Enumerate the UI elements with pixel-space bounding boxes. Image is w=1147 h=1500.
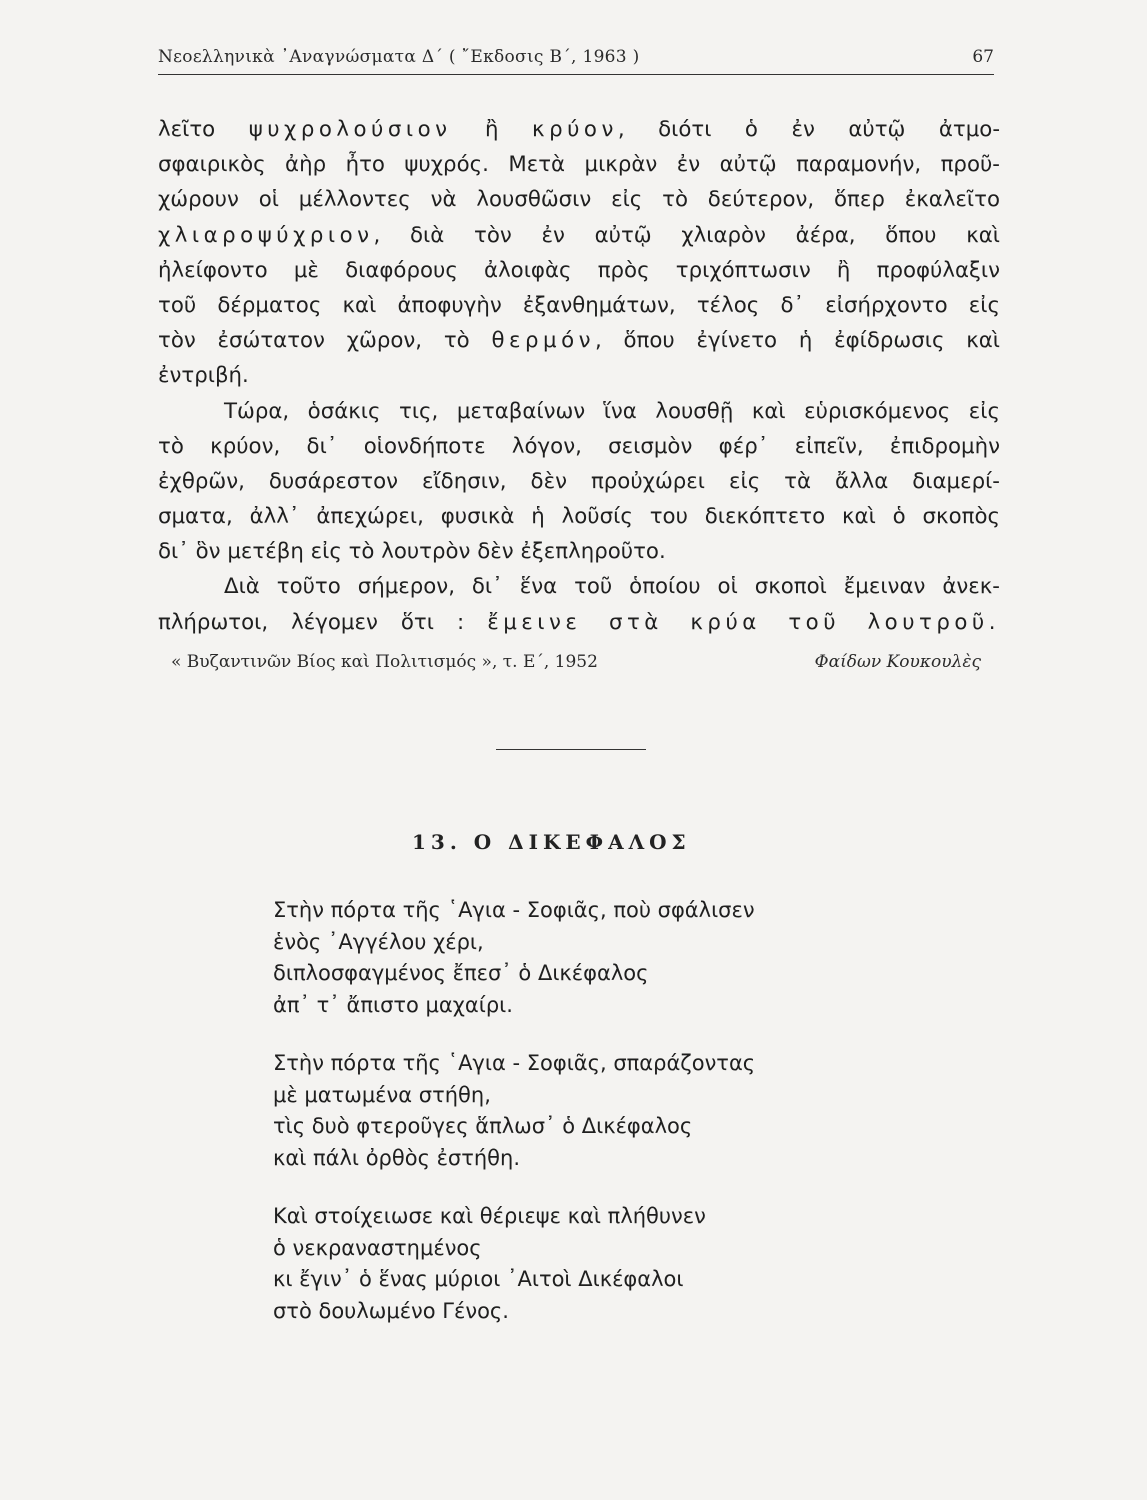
source-reference: « Βυζαντινῶν Βίος καὶ Πολιτισμός », τ. Ε΄, 1952 bbox=[171, 652, 598, 672]
prose-line bbox=[158, 253, 1000, 288]
spaced-term: θερμόν bbox=[491, 328, 595, 354]
text-run: ἐντριβή. bbox=[158, 363, 249, 389]
poem-line: Καὶ στοίχειωσε καὶ θέριεψε καὶ πλήθυνεν bbox=[273, 1204, 706, 1228]
text-run: ἠλείφοντο μὲ διαφόρους ἀλοιφὰς πρὸς τριχόπτωσιν ἢ προφύλαξιν bbox=[158, 257, 1000, 283]
running-title: Νεοελληνικὰ ᾽Αναγνώσματα Δ΄ ( ῎Εκδοσις Β΄, 1963 ) bbox=[158, 47, 640, 67]
page-header bbox=[158, 44, 994, 75]
prose-line bbox=[158, 394, 1000, 429]
text-run: λεῖτο bbox=[158, 117, 249, 142]
text-run: , διότι ὁ ἐν αὐτῷ ἀτμο- bbox=[617, 117, 1000, 142]
prose-line bbox=[158, 288, 1000, 323]
prose-line bbox=[158, 182, 1000, 217]
poem-line: κι ἔγιν᾽ ὁ ἕνας μύριοι ᾽Αιτοὶ Δικέφαλοι bbox=[273, 1267, 684, 1291]
section-divider bbox=[496, 749, 646, 750]
prose-line bbox=[158, 464, 1000, 499]
prose-line bbox=[158, 323, 1000, 358]
prose-line bbox=[158, 534, 1000, 569]
prose-line bbox=[158, 358, 1000, 393]
poem-line: διπλοσφαγμένος ἔπεσ᾽ ὁ Δικέφαλος bbox=[273, 961, 649, 985]
text-run: χώρουν οἱ μέλλοντες νὰ λουσθῶσιν εἰς τὸ δεύτερον, ὅπερ ἐκαλεῖτο bbox=[158, 187, 1000, 213]
prose-line bbox=[158, 499, 1000, 534]
poem-stanza bbox=[273, 1201, 755, 1327]
poem-line: ἀπ᾽ τ᾽ ἄπιστο μαχαίρι. bbox=[273, 992, 513, 1017]
poem-line: καὶ πάλι ὀρθὸς ἐστήθη. bbox=[273, 1145, 521, 1170]
spaced-term: ψυχρολούσιον bbox=[248, 117, 452, 142]
poem-stanza bbox=[273, 1048, 755, 1174]
text-run: Διὰ τοῦτο σήμερον, δι᾽ ἕνα τοῦ ὁποίου οἱ σκοποὶ ἔμειναν ἀνεκ- bbox=[224, 574, 1000, 600]
poem-title: 13. Ο ΔΙΚΕΦΑΛΟΣ bbox=[412, 830, 691, 854]
page-number: 67 bbox=[972, 47, 994, 67]
source-author: Φαίδων Κουκουλὲς bbox=[814, 652, 981, 672]
text-run: τὸν ἐσώτατον χῶρον, τὸ bbox=[158, 328, 492, 354]
poem-line: ὁ νεκραναστημένος bbox=[273, 1235, 482, 1260]
poem-stanza bbox=[273, 895, 755, 1021]
text-run: σφαιρικὸς ἀὴρ ἦτο ψυχρός. Μετὰ μικρὰν ἐν αὐτῷ παραμονήν, προῦ- bbox=[158, 152, 1000, 178]
poem-body bbox=[273, 895, 755, 1354]
poem-line: μὲ ματωμένα στήθη, bbox=[273, 1082, 491, 1107]
spaced-term: ἔμεινε στὰ κρύα τοῦ λουτροῦ. bbox=[487, 609, 1000, 635]
poem-line: τὶς δυὸ φτεροῦγες ἅπλωσ᾽ ὁ Δικέφαλος bbox=[273, 1114, 693, 1138]
text-run: δι᾽ ὃν μετέβη εἰς τὸ λουτρὸν δὲν ἐξεπληροῦτο. bbox=[158, 539, 666, 565]
prose-line bbox=[158, 218, 1000, 253]
poem-line: Στὴν πόρτα τῆς ῾Αγια - Σοφιᾶς, σπαράζοντας bbox=[273, 1051, 756, 1075]
text-run: σματα, ἀλλ᾽ ἀπεχώρει, φυσικὰ ἡ λοῦσίς του διεκόπτετο καὶ ὁ σκοπὸς bbox=[158, 504, 1000, 530]
prose-line bbox=[158, 147, 1000, 182]
prose-line bbox=[158, 605, 1000, 640]
text-run: Τώρα, ὁσάκις τις, μεταβαίνων ἵνα λουσθῇ καὶ εὑρισκόμενος εἰς bbox=[224, 398, 1000, 424]
poem-line: στὸ δουλωμένο Γένος. bbox=[273, 1298, 509, 1323]
prose-line bbox=[158, 429, 1000, 464]
text-run: τὸ κρύον, δι᾽ οἱονδήποτε λόγον, σεισμὸν φέρ᾽ εἰπεῖν, ἐπιδρομὴν bbox=[158, 433, 1000, 459]
text-run: , διὰ τὸν ἐν αὐτῷ χλιαρὸν ἀέρα, ὅπου καὶ bbox=[373, 222, 1000, 248]
text-run: πλήρωτοι, λέγομεν ὅτι : bbox=[158, 609, 488, 635]
text-run: τοῦ δέρματος καὶ ἀποφυγὴν ἐξανθημάτων, τέλος δ᾽ εἰσήρχοντο εἰς bbox=[158, 292, 1000, 318]
spaced-term: χλιαροψύχριον bbox=[158, 222, 374, 248]
text-run: , ὅπου ἐγίνετο ἡ ἐφίδρωσις καὶ bbox=[595, 328, 1000, 354]
poem-line: Στὴν πόρτα τῆς ῾Αγια - Σοφιᾶς, ποὺ σφάλισεν bbox=[273, 898, 755, 922]
spaced-term: κρύον bbox=[532, 117, 618, 142]
text-run: ἐχθρῶν, δυσάρεστον εἴδησιν, δὲν προὐχώρει εἰς τὰ ἄλλα διαμερί- bbox=[158, 468, 1000, 494]
prose-line bbox=[158, 112, 1000, 147]
text-run: ἢ bbox=[451, 117, 533, 142]
poem-line: ἑνὸς ᾽Αγγέλου χέρι, bbox=[273, 929, 484, 954]
prose-line bbox=[158, 569, 1000, 604]
prose-body bbox=[158, 112, 1000, 640]
